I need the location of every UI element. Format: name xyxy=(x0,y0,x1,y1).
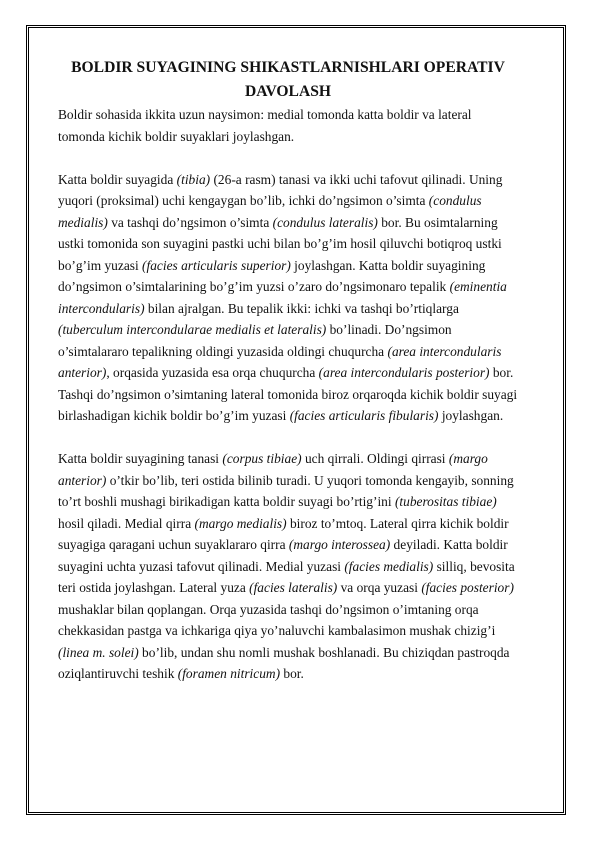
text-run: bor. Tashqi do’ngsimon o’simtaning lateral tomonida biroz orqaroqda kichik boldir suyagi birlashadigan kichik boldir bo’g’im yuzasi xyxy=(58,365,518,423)
text-run: (26-a rasm) tanasi va ikki uchi tafovut qilinadi. Uning yuqori (proksimal) uchi kengaygan bo’lib, ichki do’ngsimon o’simta xyxy=(58,171,503,208)
text-run: , orqasida yuzasida esa orqa chuqurcha xyxy=(106,365,319,380)
latin-term: (eminentia intercondularis) xyxy=(58,279,507,316)
latin-term: (facies medialis) xyxy=(344,558,434,574)
latin-term: (corpus tibiae) xyxy=(222,451,302,466)
text-run: Katta boldir suyagida xyxy=(58,171,177,187)
text-run: joylashgan. xyxy=(438,408,504,423)
text-run: Katta boldir suyagining tanasi xyxy=(58,451,223,466)
document-body xyxy=(58,56,518,685)
text-run: uch qirrali. Oldingi qirrasi xyxy=(301,451,449,466)
latin-term: (tuberculum intercondularae medialis et lateralis) xyxy=(58,322,327,337)
latin-term: (area intercondularis posterior) xyxy=(318,365,490,380)
latin-term: (area intercondularis anterior) xyxy=(58,343,502,380)
latin-term: (foramen nitricum) xyxy=(177,666,281,681)
text-run: deyiladi. Katta boldir suyagini uchta yuzasi tafovut qilinadi. Medial yuzasi xyxy=(58,537,508,574)
latin-term: (facies articularis fibularis) xyxy=(289,408,439,423)
document-title: BOLDIR SUYAGINING SHIKASTLARNISHLARI OPERATIV DAVOLASH xyxy=(71,59,505,100)
paragraph-intro: Boldir sohasida ikkita uzun naysimon: medial tomonda katta boldir va lateral tomonda kichik boldir suyaklari joylashgan. xyxy=(58,107,472,144)
latin-term: (facies lateralis) xyxy=(249,580,338,595)
text-run: joylashgan. Katta boldir suyagining do’ngsimon o’simtalarining bo’g’im yuzsi o’zaro do’ngsimonaro tepalik xyxy=(58,257,486,294)
text-run: hosil qiladi. Medial qirra xyxy=(58,515,195,531)
latin-term: (tibia) xyxy=(176,171,211,187)
text-run: bilan ajralgan. Bu tepalik ikki: ichki va tashqi bo’rtiqlarga xyxy=(144,300,459,316)
latin-term: (facies posterior) xyxy=(421,580,514,595)
text-run: silliq, bevosita teri ostida joylashgan. Lateral yuza xyxy=(58,558,515,595)
latin-term: (condulus medialis) xyxy=(58,193,482,230)
text-run: bor. Bu osimtalarning ustki tomonida son suyagini pastki uchi bilan bo’g’im hosil qiluvchi botiqroq ustki bo’g’im yuzasi xyxy=(58,214,502,273)
text-run: bor. xyxy=(280,666,304,681)
latin-term: (linea m. solei) xyxy=(58,644,139,660)
paragraph-tibia-body xyxy=(58,448,518,685)
text-run: bo’linadi. Do’ngsimon o’simtalararo tepalikning oldingi yuzasida oldingi chuqurcha xyxy=(58,322,452,359)
latin-term: (margo medialis) xyxy=(194,515,287,531)
paragraph-tibia-proximal xyxy=(58,169,518,427)
text-run: bo’lib, undan shu nomli mushak boshlanadi. Bu chiziqdan pastroqda oziqlantiruvchi teshik xyxy=(58,644,510,681)
latin-term: (condulus lateralis) xyxy=(272,214,378,230)
text-run: biroz to’mtoq. Lateral qirra kichik boldir suyagiga qaragani uchun suyaklararo qirra xyxy=(58,515,509,552)
text-run: o’tkir bo’lib, teri ostida bilinib turadi. U yuqori tomonda kengayib, sonning to’rt boshli mushagi birikadigan katta boldir suyagi bo’rtig’ini xyxy=(58,472,514,509)
text-run: va orqa yuzasi xyxy=(337,580,422,595)
latin-term: (facies articularis superior) xyxy=(142,257,291,273)
text-run: mushaklar bilan qoplangan. Orqa yuzasida tashqi do’ngsimon o’imtaning orqa chekkasidan pastga va ichkariga qiya yo’naluvchi kambalasimon mushak chizig’i xyxy=(58,601,496,638)
latin-term: (margo interossea) xyxy=(288,537,391,552)
latin-term: (tuberositas tibiae) xyxy=(394,494,497,509)
latin-term: (margo anterior) xyxy=(58,451,488,488)
text-run: va tashqi do’ngsimon o’simta xyxy=(107,214,273,230)
